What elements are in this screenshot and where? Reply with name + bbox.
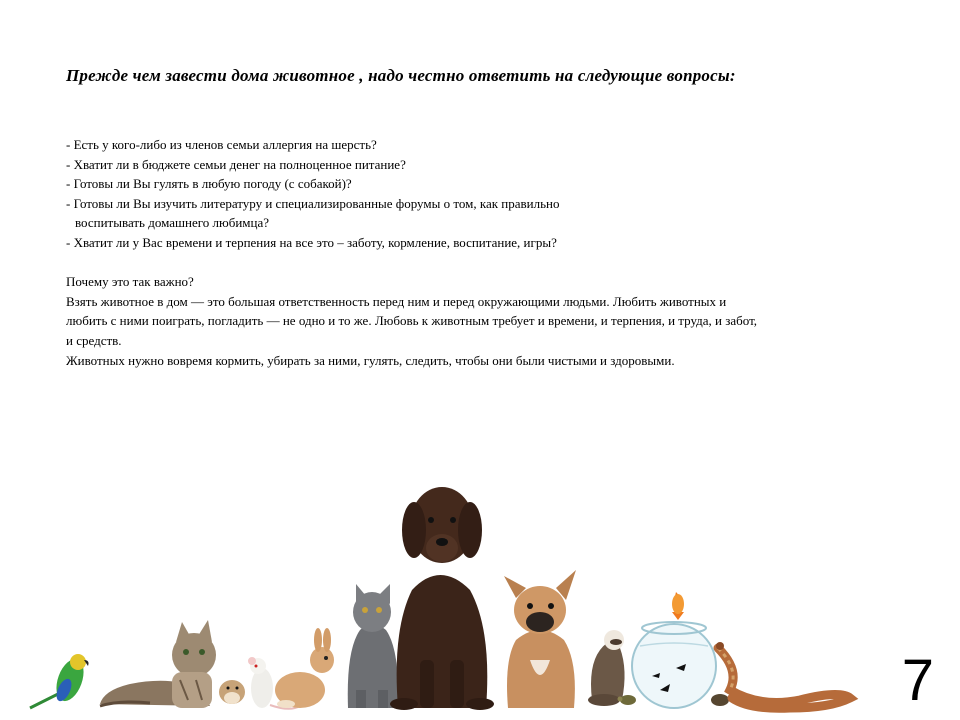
small-turtle-illustration [711,694,729,706]
paragraph-line: Животных нужно вовремя кормить, убирать за ними, гулять, следить, чтобы они были чистыми и здоровыми. [66,352,675,368]
slide-heading: Прежде чем завести дома животное , надо честно ответить на следующие вопросы: [66,66,736,85]
paragraph-line: Взять животное в дом — это большая ответственность перед ним и перед окружающими людьми. Любить животных и [66,293,727,309]
french-bulldog-illustration [504,570,576,708]
question-line: - Хватит ли в бюджете семьи денег на полноценное питание? [66,156,406,172]
pets-illustration [0,470,960,720]
brown-puppy-illustration [390,487,494,710]
question-line: воспитывать домашнего любимца? [75,215,269,231]
paragraph-line: любить с ними поиграть, погладить — не одно и то же. Любовь к животным требует и времени, и терпения, и труда, и забот, [66,313,758,329]
question-line: - Готовы ли Вы гулять в любую погоду (с собакой)? [66,176,352,192]
question-line: - Готовы ли Вы изучить литературу и специализированные форумы о том, как правильно [66,195,560,211]
paragraph-gap [66,253,926,273]
hamster-illustration [219,680,245,704]
question-line: - Хватит ли у Вас времени и терпения на все это – заботу, кормление, воспитание, игры? [66,234,557,250]
parrot-illustration [30,654,89,708]
why-heading: Почему это так важно? [66,274,194,290]
page-number: 7 [901,648,934,713]
gray-cat-illustration [348,584,399,708]
slide-body [66,135,926,370]
fishbowl-illustration [632,622,716,708]
paragraph-line: и средств. [66,332,122,348]
question-line: - Есть у кого-либо из членов семьи аллергия на шерсть? [66,137,377,152]
ferret-illustration [588,630,625,706]
goldfish-illustration [672,592,684,620]
tabby-cat-illustration [100,620,216,708]
snake-illustration [716,642,850,708]
rabbit-illustration [275,628,334,708]
